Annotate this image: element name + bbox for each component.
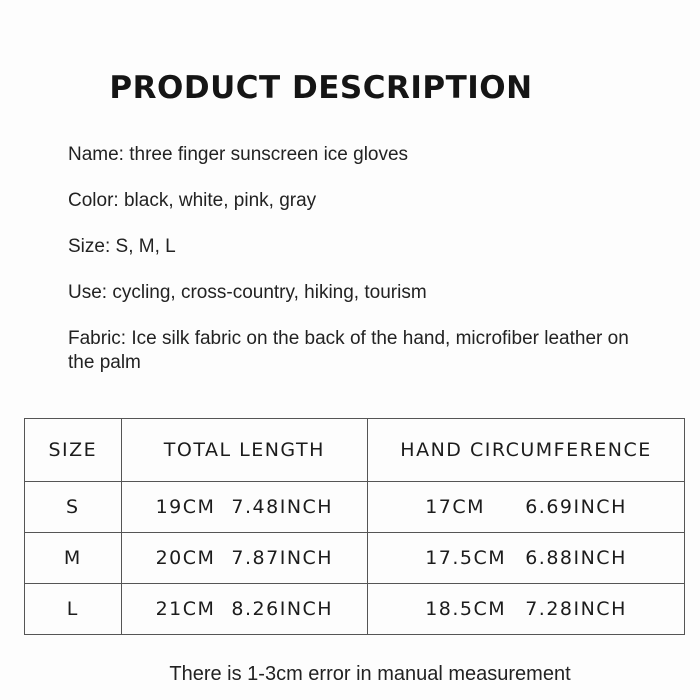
table-row	[25, 482, 685, 533]
hand-cm: 17.5CM	[425, 547, 507, 569]
table-header-row	[25, 419, 685, 482]
header-total-length: TOTAL LENGTH	[121, 419, 367, 482]
size-cell: L	[25, 584, 122, 635]
hand-circumference-cell	[368, 533, 685, 584]
detail-name: Name: three finger sunscreen ice gloves	[68, 144, 409, 165]
length-inch: 7.87INCH	[231, 547, 334, 569]
hand-inch: 6.88INCH	[525, 547, 627, 569]
total-length-cell	[121, 533, 367, 584]
length-inch: 8.26INCH	[231, 598, 334, 620]
total-length-cell	[121, 482, 367, 533]
detail-fabric: Fabric: Ice silk fabric on the back of the hand, microfiber leather on the palm	[68, 328, 629, 373]
detail-use: Use: cycling, cross-country, hiking, tourism	[68, 282, 427, 303]
length-inch: 7.48INCH	[231, 496, 334, 518]
detail-color: Color: black, white, pink, gray	[68, 190, 317, 211]
detail-size: Size: S, M, L	[68, 236, 176, 257]
total-length-cell	[121, 584, 367, 635]
table-row	[25, 584, 685, 635]
page-title: PRODUCT DESCRIPTION	[109, 70, 533, 106]
hand-inch: 7.28INCH	[525, 598, 627, 620]
header-size: SIZE	[25, 419, 122, 482]
hand-circumference-cell	[368, 482, 685, 533]
measurement-note: There is 1-3cm error in manual measurement	[169, 663, 571, 685]
length-cm: 20CM	[155, 547, 216, 569]
hand-inch: 6.69INCH	[525, 496, 627, 518]
length-cm: 19CM	[155, 496, 216, 518]
hand-circumference-cell	[368, 584, 685, 635]
size-cell: S	[25, 482, 122, 533]
header-hand-circumference: HAND CIRCUMFERENCE	[368, 419, 685, 482]
table-row	[25, 533, 685, 584]
size-cell: M	[25, 533, 122, 584]
product-details	[68, 143, 668, 397]
hand-cm: 18.5CM	[425, 598, 507, 620]
size-chart-table	[24, 418, 685, 635]
length-cm: 21CM	[155, 598, 216, 620]
hand-cm: 17CM	[425, 496, 486, 518]
